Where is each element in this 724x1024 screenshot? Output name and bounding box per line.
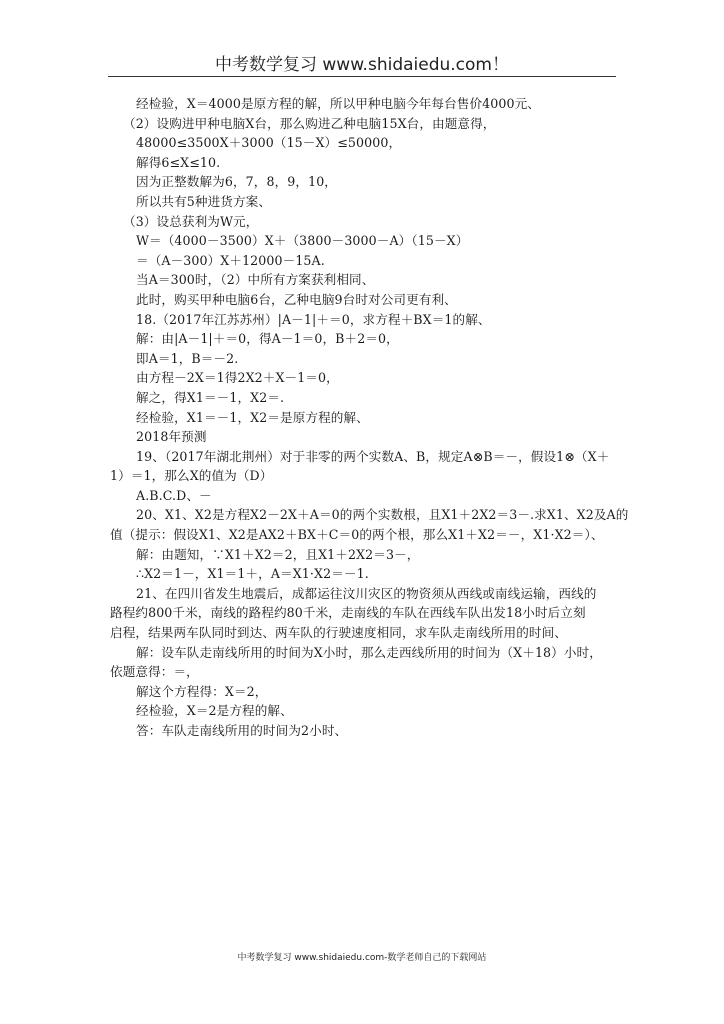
text-line: 解：设车队走南线所用的时间为X小时，那么走西线所用的时间为（X＋18）小时， bbox=[136, 644, 602, 660]
text-line: 所以共有5种进货方案、 bbox=[136, 193, 272, 209]
text-line: 值（提示：假设X1、X2是AX2＋BX＋C＝0的两个根，那么X1＋X2＝－，X1·X2＝）、 bbox=[110, 527, 604, 543]
text-line: 解得6≤X≤10. bbox=[136, 154, 221, 170]
document-body bbox=[110, 94, 629, 741]
page-header-title: 中考数学复习 www.shidaiedu.com！ bbox=[215, 55, 509, 75]
text-line: 因为正整数解为6，7，8，9，10， bbox=[136, 174, 337, 190]
text-line: 经检验，X＝4000是原方程的解，所以甲种电脑今年每台售价4000元、 bbox=[136, 96, 541, 111]
text-line: 路程约800千米，南线的路程约80千米，走南线的车队在西线车队出发18小时后立刻 bbox=[110, 605, 586, 621]
text-line: A.B.C.D、－ bbox=[136, 487, 212, 503]
text-line: 19、（2017年湖北荆州）对于非零的两个实数A、B，规定A⊗B＝－，假设1⊗（X＋ bbox=[136, 448, 610, 464]
text-line: 21、在四川省发生地震后，成都运往汶川灾区的物资须从西线或南线运输，西线的 bbox=[136, 585, 597, 601]
text-line: ＝（A－300）X＋12000－15A. bbox=[136, 252, 325, 268]
text-line: 解：由题知，∵X1＋X2＝2，且X1＋2X2＝3－， bbox=[136, 546, 420, 562]
text-line: 当A＝300时，（2）中所有方案获利相同、 bbox=[136, 272, 375, 288]
page-footer: 中考数学复习 www.shidaiedu.com-数学老师自己的下载网站 bbox=[237, 953, 487, 963]
text-line: W＝（4000－3500）X＋（3800－3000－A）（15－X） bbox=[136, 233, 469, 249]
text-line: （2）设购进甲种电脑X台，那么购进乙种电脑15X台，由题意得， bbox=[123, 115, 496, 131]
text-line: 解这个方程得：X＝2， bbox=[136, 683, 268, 699]
text-line: 启程，结果两车队同时到达、两车队的行驶速度相同，求车队走南线所用的时间、 bbox=[110, 625, 567, 641]
text-line: 由方程－2X＝1得2X2＋X－1＝0， bbox=[136, 370, 339, 386]
text-line: 经检验，X1＝－1，X2＝是原方程的解、 bbox=[136, 409, 369, 425]
text-line: 1）＝1，那么X的值为（D） bbox=[110, 468, 273, 484]
text-line: 48000≤3500X＋3000（15－X）≤50000， bbox=[136, 135, 402, 151]
text-line: 依题意得：＝， bbox=[110, 664, 199, 680]
text-line: 答：车队走南线所用的时间为2小时、 bbox=[136, 723, 348, 738]
text-line: 解：由|A－1|＋＝0，得A－1＝0，B＋2＝0， bbox=[136, 331, 399, 347]
text-line: 18.（2017年江苏苏州）|A－1|＋＝0，求方程＋BX＝1的解、 bbox=[136, 311, 491, 327]
text-line: ∴X2＝1－，X1＝1＋，A＝X1·X2＝－1. bbox=[136, 566, 369, 582]
text-line: 即A＝1，B＝－2. bbox=[136, 350, 239, 366]
text-line: （3）设总获利为W元， bbox=[123, 213, 259, 229]
text-line: 解之，得X1＝－1，X2＝. bbox=[136, 389, 285, 405]
section-heading: 2018年预测 bbox=[136, 429, 207, 445]
text-line: 此时，购买甲种电脑6台，乙种电脑9台时对公司更有利、 bbox=[136, 291, 457, 307]
text-line: 经检验，X＝2是方程的解、 bbox=[136, 703, 293, 719]
header-divider bbox=[108, 76, 616, 77]
text-line: 20、X1、X2是方程X2－2X＋A＝0的两个实数根，且X1＋2X2＝3－.求X1、X2及A的 bbox=[136, 507, 629, 523]
